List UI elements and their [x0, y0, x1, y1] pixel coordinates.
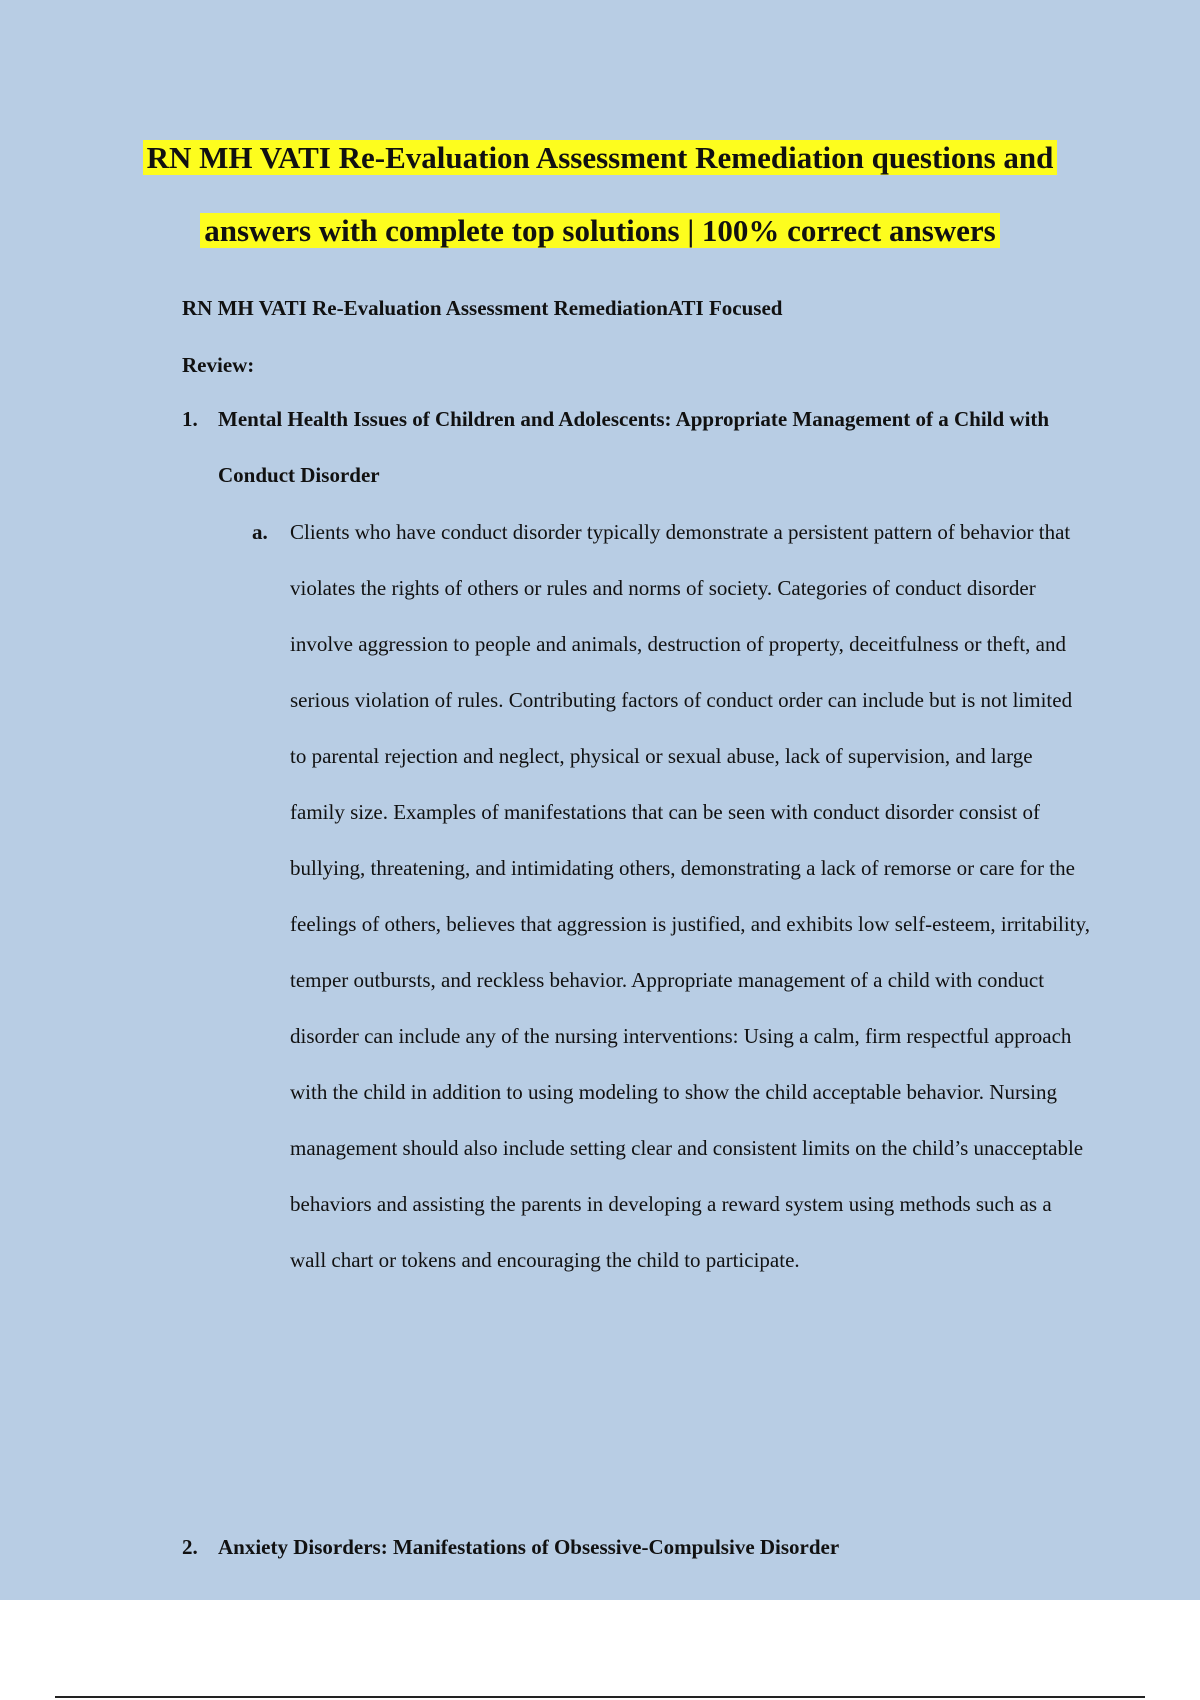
section-1-item-a: [252, 504, 1092, 1288]
subtitle-line-2: Review:: [182, 353, 255, 377]
section-1-heading: [182, 391, 1082, 503]
section-1-title: Mental Health Issues of Children and Adolescents: Appropriate Management of a Child with Conduct Disorder: [218, 407, 1050, 487]
item-a-text: Clients who have conduct disorder typically demonstrate a persistent pattern of behavior that violates the rights of others or rules and norms of society. Categories of conduct disorder involve aggression to people and animals, destruction of property, deceitfulness or theft, and serious violation of rules. Contributing factors of conduct order can include but is not limited to parental rejection and neglect, physical or sexual abuse, lack of supervision, and large family size. Examples of manifestations that can be seen with conduct disorder consist of bullying, threatening, and intimidating others, demonstrating a lack of remorse or care for the feelings of others, believes that aggression is justified, and exhibits low self-esteem, irritability, temper outbursts, and reckless behavior. Appropriate management of a child with conduct disorder can include any of the nursing interventions: Using a calm, firm respectful approach with the child in addition to using modeling to show the child acceptable behavior. Nursing management should also include setting clear and consistent limits on the child’s unacceptable behaviors and assisting the parents in developing a reward system using methods such as a wall chart or tokens and encouraging the child to participate.: [290, 520, 1090, 1272]
title-highlight-1: RN MH VATI Re-Evaluation Assessment Remediation questions and: [143, 140, 1058, 175]
section-1-number: 1.: [182, 407, 198, 431]
item-a-letter: a.: [252, 520, 268, 544]
subtitle-line-1: RN MH VATI Re-Evaluation Assessment RemediationATI Focused: [182, 296, 783, 320]
title-highlight-2: answers with complete top solutions | 100% correct answers: [200, 213, 1000, 248]
document-title-line-1: [0, 140, 1200, 176]
document-title-line-2: [0, 213, 1200, 249]
section-2-number: 2.: [182, 1535, 198, 1559]
section-2-heading: [182, 1519, 1082, 1575]
footer-divider: [55, 1696, 1145, 1698]
section-2-title: Anxiety Disorders: Manifestations of Obsessive-Compulsive Disorder: [218, 1535, 840, 1559]
